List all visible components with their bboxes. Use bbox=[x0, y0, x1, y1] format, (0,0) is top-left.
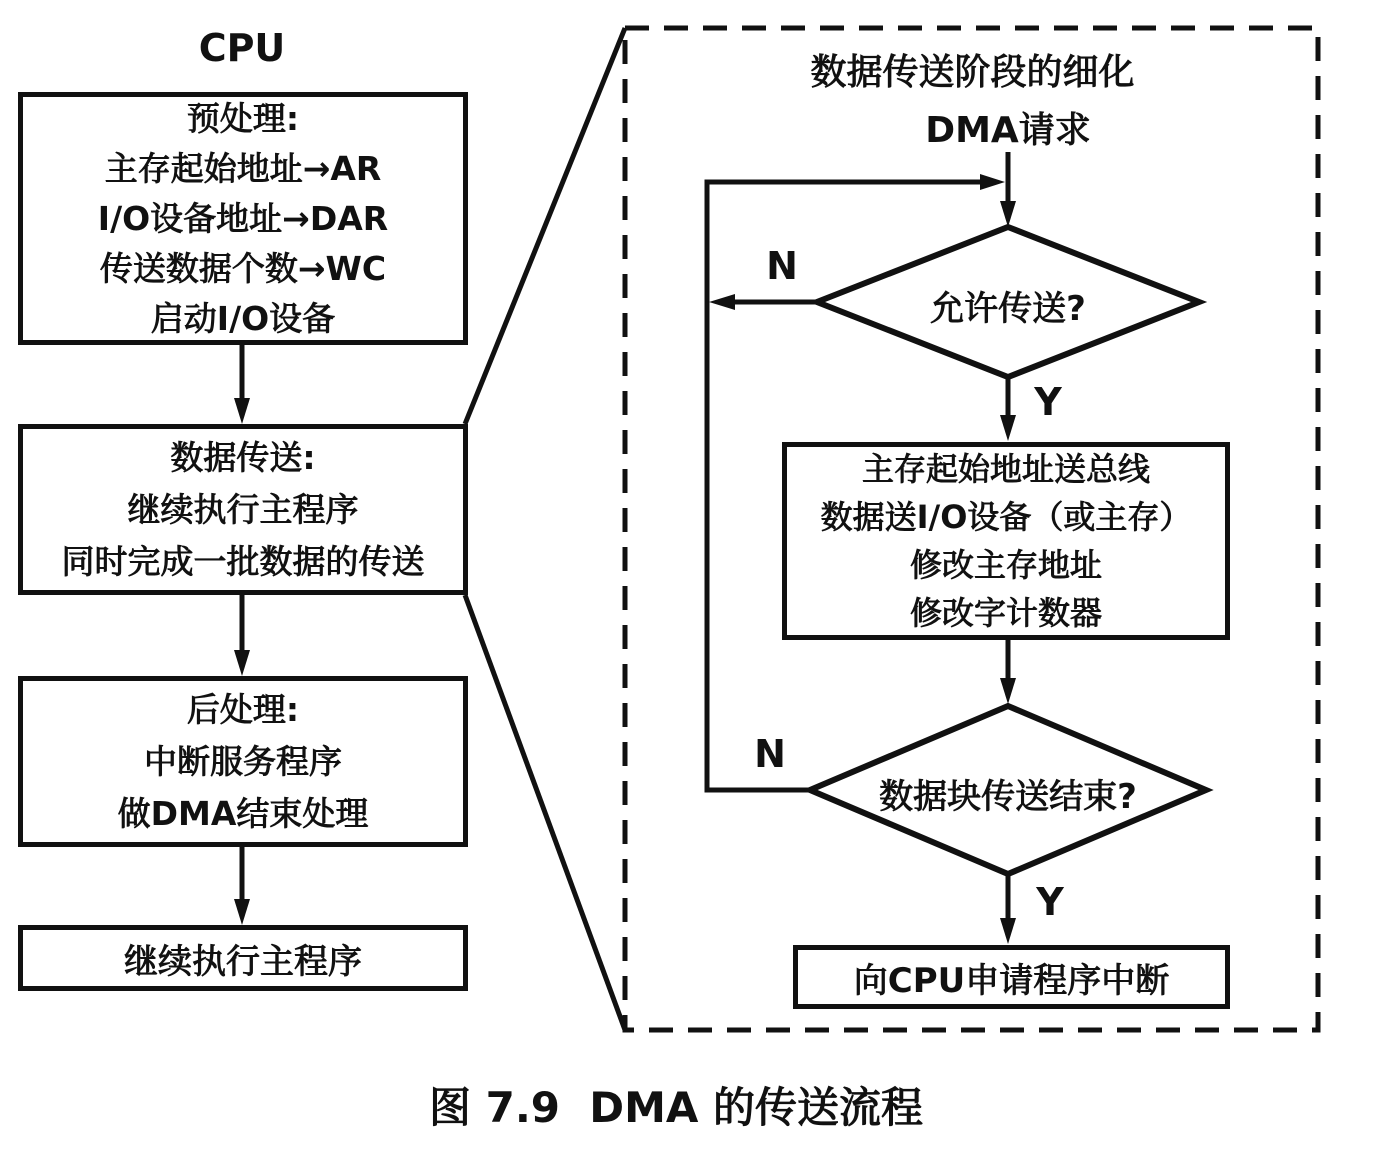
transfer-actions-box bbox=[782, 442, 1230, 640]
diamond2-yes-label: Y bbox=[1036, 880, 1064, 924]
resume-box bbox=[18, 925, 468, 991]
callout-line-bottom bbox=[465, 595, 625, 1030]
callout-line-top bbox=[465, 28, 625, 424]
box-line: 传送数据个数→WC bbox=[99, 248, 387, 288]
box-line: 继续执行主程序 bbox=[127, 489, 359, 529]
postprocess-box bbox=[18, 676, 468, 847]
data-transfer-box bbox=[18, 424, 468, 595]
box-line: 数据送I/O设备（或主存） bbox=[820, 498, 1192, 536]
arrowhead-loop-reentry bbox=[980, 174, 1005, 190]
arrowhead-into-diamond2 bbox=[1000, 678, 1016, 704]
box-line: 修改主存地址 bbox=[909, 546, 1102, 584]
box-line: 主存起始地址→AR bbox=[104, 148, 382, 188]
block-end-label: 数据块传送结束? bbox=[879, 777, 1137, 817]
box-line: 启动I/O设备 bbox=[150, 298, 336, 338]
arrowhead-down-2 bbox=[234, 650, 250, 676]
diamond1-yes-label: Y bbox=[1034, 380, 1062, 424]
box-line: 继续执行主程序 bbox=[124, 941, 362, 982]
cpu-flow-title: CPU bbox=[198, 26, 286, 70]
box-line: 主存起始地址送总线 bbox=[861, 450, 1150, 488]
figure-caption: 图 7.9 DMA 的传送流程 bbox=[428, 1083, 924, 1132]
dma-request-label: DMA请求 bbox=[925, 110, 1091, 151]
allow-transfer-label: 允许传送? bbox=[930, 289, 1086, 329]
box-line: 数据传送: bbox=[170, 437, 316, 477]
box-line: 做DMA结束处理 bbox=[117, 793, 369, 833]
arrowhead-into-interrupt bbox=[1000, 918, 1016, 944]
preprocess-box bbox=[18, 92, 468, 345]
arrowhead-down-3 bbox=[234, 899, 250, 925]
box-line: 同时完成一批数据的传送 bbox=[61, 541, 425, 581]
arrowhead-down-1 bbox=[234, 398, 250, 424]
box-line: 预处理: bbox=[186, 98, 300, 138]
box-line: 中断服务程序 bbox=[144, 741, 342, 781]
box-line: I/O设备地址→DAR bbox=[97, 198, 389, 238]
diamond2-no-label: N bbox=[754, 732, 786, 776]
detail-panel-title: 数据传送阶段的细化 bbox=[810, 52, 1135, 93]
diamond1-no-label: N bbox=[766, 244, 798, 288]
arrowhead-into-process bbox=[1000, 415, 1016, 441]
box-line: 后处理: bbox=[186, 689, 300, 729]
box-line: 向CPU申请程序中断 bbox=[853, 960, 1170, 1001]
interrupt-request-box bbox=[793, 945, 1230, 1009]
arrowhead-diamond1-no bbox=[709, 294, 735, 310]
box-line: 修改字计数器 bbox=[909, 594, 1102, 632]
arrowhead-into-diamond1 bbox=[1000, 201, 1016, 227]
